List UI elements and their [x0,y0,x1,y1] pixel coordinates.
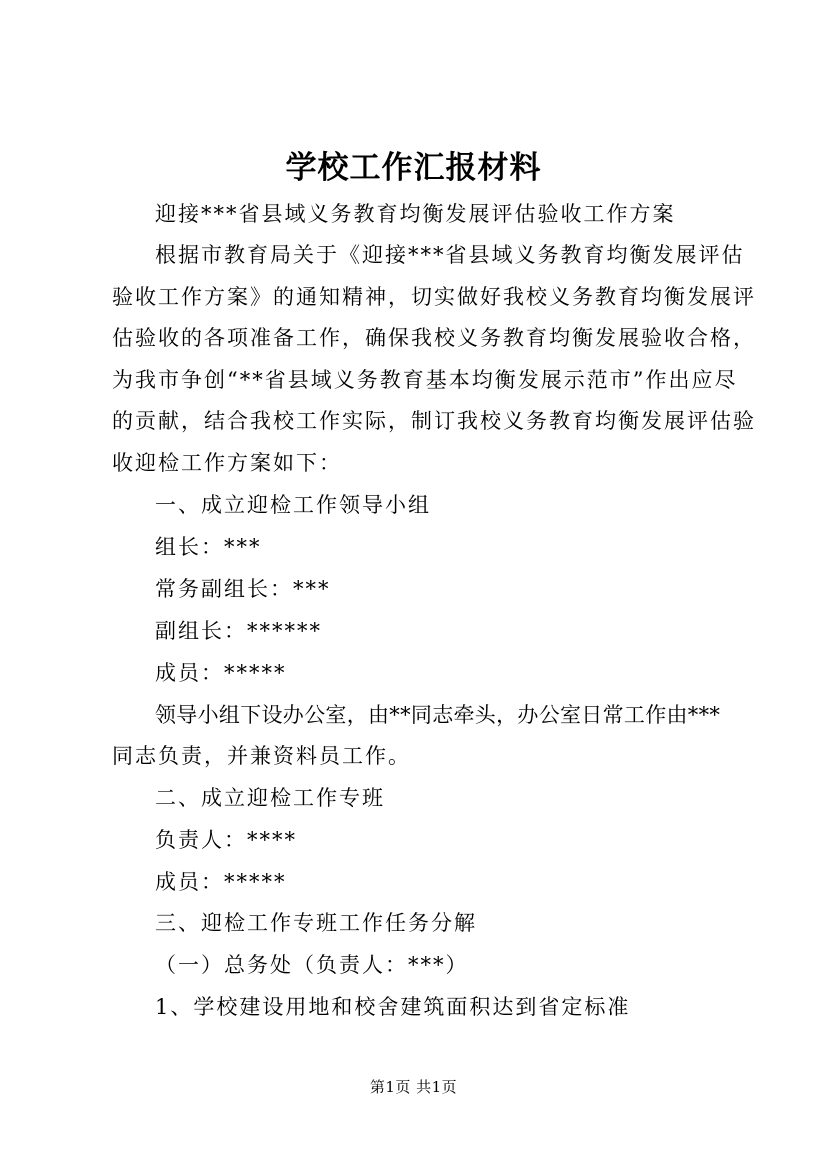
body-paragraph-line: 根据市教育局关于《迎接***省县域义务教育均衡发展评估 [155,243,745,267]
body-paragraph-line: 领导小组下设办公室，由**同志牵头，办公室日常工作由*** [155,703,721,727]
list-item: 副组长：****** [155,619,322,643]
page-footer: 第1页 共1页 [369,1078,458,1096]
section-heading: 二、成立迎检工作专班 [155,786,385,810]
list-item: 负责人：**** [155,828,297,852]
body-paragraph-line: 为我市争创“**省县域义务教育基本均衡发展示范市”作出应尽 [112,368,738,392]
document-title: 学校工作汇报材料 [285,150,542,186]
body-paragraph-line: 收迎检工作方案如下： [112,451,342,475]
list-item: 组长：*** [155,535,262,559]
list-item: 常务副组长：*** [155,577,331,601]
plan-title: 迎接***省县域义务教育均衡发展评估验收工作方案 [155,202,676,226]
list-item: 1、学校建设用地和校舍建筑面积达到省定标准 [155,995,631,1019]
body-paragraph-line: 同志负责，并兼资料员工作。 [112,744,411,768]
body-paragraph-line: 验收工作方案》的通知精神，切实做好我校义务教育均衡发展评 [112,285,756,309]
list-item: 成员：***** [155,870,287,894]
body-paragraph-line: 估验收的各项准备工作，确保我校义务教育均衡发展验收合格， [112,326,756,350]
body-paragraph-line: 的贡献，结合我校工作实际，制订我校义务教育均衡发展评估验 [112,409,756,433]
list-item: 成员：***** [155,661,287,685]
section-heading: 三、迎检工作专班工作任务分解 [155,911,477,935]
subsection-heading: （一）总务处（负责人：***） [155,953,469,977]
section-heading: 一、成立迎检工作领导小组 [155,493,431,517]
